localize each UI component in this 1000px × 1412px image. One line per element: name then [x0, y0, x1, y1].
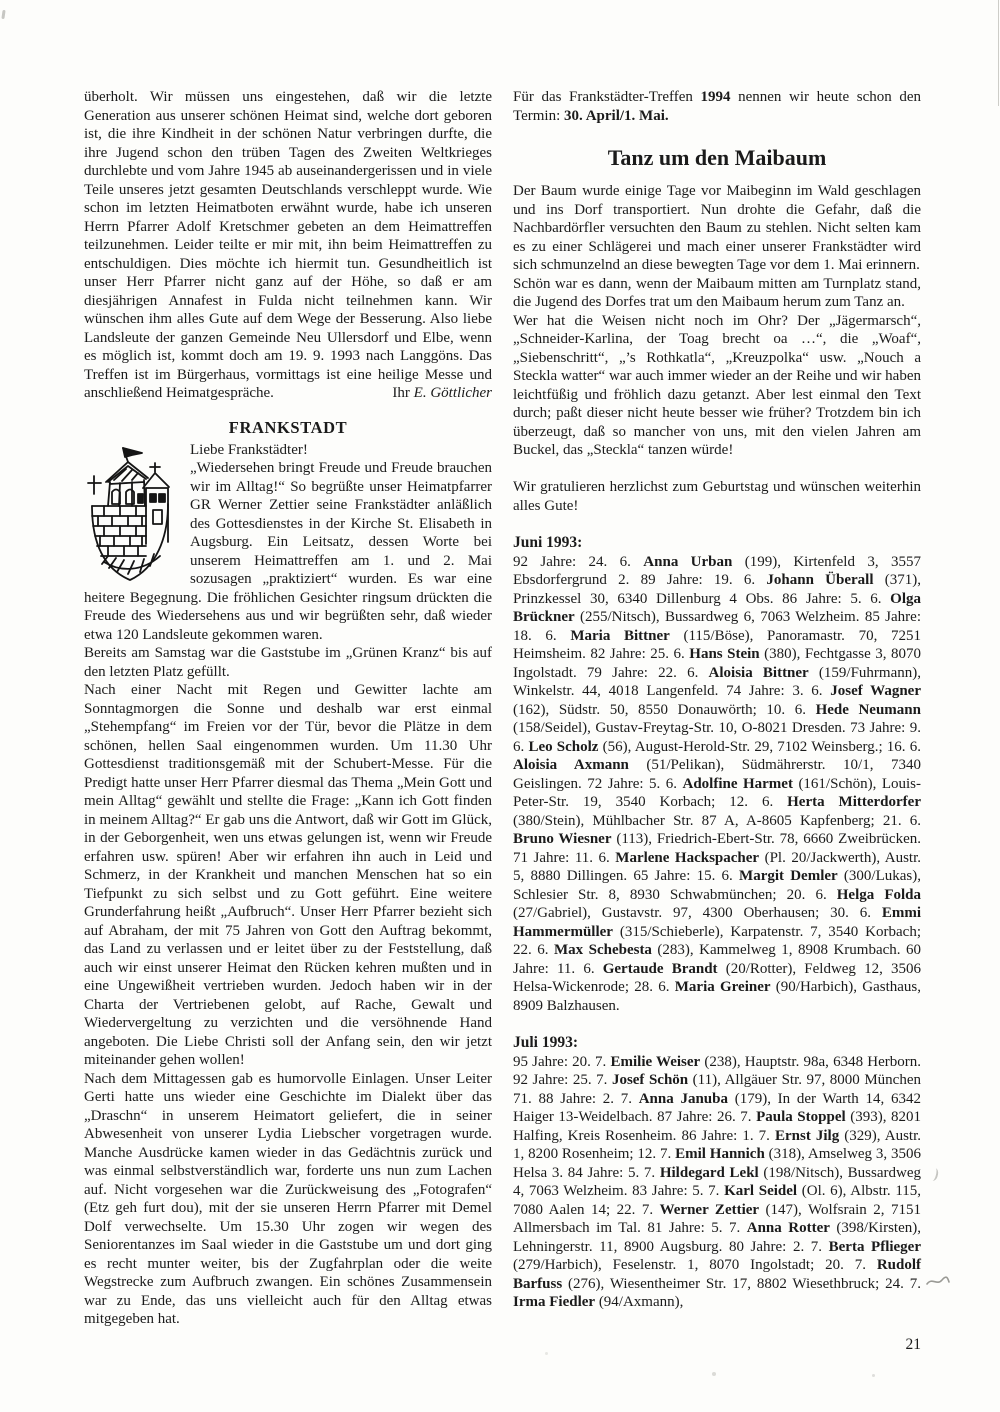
- heading-july-1993: Juli 1993:: [513, 1034, 579, 1051]
- paragraph-maibaum-1: Der Baum wurde einige Tage vor Maibeginn im Wald geschlagen und ins Dorf transportiert. Nun drohte die Gefahr, daß die Nachbardörfler versuchten den Baum zu stehlen. Nicht selten kam es zu einer Schlägerei und mach einer unserer Frankstädter wird sich schmunzelnd an diese bewegten Tage vor dem 1. Mai erinnern.: [513, 183, 921, 273]
- signature-prefix: Ihr: [392, 385, 414, 401]
- paragraph-maibaum-3: Wer hat die Weisen nicht noch im Ohr? Der „Jägermarsch“, „Schneider-Karlina, der Toag brecht oa …“, die „Woaf“, „Siebenschritt“, „’s Rothkatla“, „Kreuzpolka“ usw. „Nouch a Steckla watter“ war auch immer wieder an der Reihe und wir haben leichtfüßig und fröhlich dazu getanzt. Aber lest einmal den Text durch; paßt dieser nicht heute besser wie früher? Trotzdem bin ich überzeugt, daß so mancher von uns, mit den vielen Jahren am Buckel, das „Steckla“ tanzen würde!: [513, 312, 921, 458]
- paragraph-frankstadt-1: „Wiedersehen bringt Freude und Freude brauchen wir im Alltag!“ So begrüßte unser Heimatpfarrer GR Werner Zettier seine Frankstädter anläßlich des Gottesdienstes in der Kirche St. Elisabeth in Augsburg. Ein Leitsatz, dessen Worte bei unserem Heimattreffen am 1. und 2. Mai sozusagen „praktiziert“ wurden. Es war eine heitere Begegnung. Die fröhlichen Gesichter ringsum drückten die Freude des Wiedersehens aus und wir begrüßten sehr, daß wieder etwa 120 Landsleute gekommen waren.: [84, 460, 492, 643]
- paragraph-frankstadt-4: Nach dem Mittagessen gab es humorvolle Einlagen. Unser Leiter Gerti hatte uns wieder eine Geschichte im Dialekt über das „Draschn“ in unserem Heimatort geliefert, die in seiner Abwesenheit von unserer Lydia Liebscher vorgetragen wurde. Manche Ausdrücke kamen wieder in das Gedächtnis zurück und was einmal selbstverständlich war, forderte uns nun zum Lachen auf. Nicht vorgesehen war die Zurückweisung des „Fotografen“ (Etz geh furt dou), mit der sie unseren Herrn Pfarrer mit Demel Dolf verwechselte. Um 15.30 Uhr zogen wir wegen des Seniorentanzes im Saal wieder in die Gaststube um und dort ging es recht munter weiter, bis der Zugfahrplan oder die weite Wegstrecke zum Aufbruch zwangen. Ein schönes Zusammensein war zu Ende, das uns vielleicht auch für den Alltag etwas mitgegeben hat.: [84, 1070, 492, 1327]
- scan-edge-line: [998, 0, 999, 106]
- section-heading-maibaum: Tanz um den Maibaum: [607, 145, 827, 170]
- scan-speck-top-left: [1, 10, 5, 19]
- spacer: [513, 460, 921, 479]
- left-column: [84, 88, 492, 1329]
- frankstadt-coat-of-arms: [84, 444, 176, 584]
- scan-dot: [712, 1372, 716, 1376]
- paragraph-treffen-1994: Für das Frankstädter-Treffen 1994 nennen wir heute schon den Termin: 30. April/1. Mai.: [513, 89, 921, 124]
- section-heading-frankstadt: FRANKSTADT: [228, 417, 348, 437]
- margin-pen-squiggle: [926, 1276, 950, 1288]
- signature-name: E. Göttlicher: [413, 385, 492, 401]
- paragraph-greeting-continuation: überholt. Wir müssen uns eingestehen, daß wir die letzte Generation aus unserer schönen Heimat sind, welche dort geboren ist, die ihre Kindheit in der schönen Natur verbringen durfte, die ihre Jugend schon den trüben Tagen des Zweiten Weltkrieges durchlebte und vom Jahre 1945 ab auseinandergerissen und in viele Teile unseres jetzt gesamten Deutschlands verschleppt wurde. Wie schon im letzten Heimatboten erwähnt wurde, habe ich unseren Herrn Pfarrer Adolf Kretschmer gebeten an dem Heimattreffen teilzunehmen. Leider teilte er mir mit, ihn beim Heimattreffen zu entschuldigen. Dies möchte ich hiermit tun. Gesundheitlich ist unser Herr Pfarrer nicht ganz auf der Höhe, so daß er am diesjährigen Annafest in Fulda nicht teilnehmen kann. Wir wünschen ihm alles Gute auf dem Wege der Besserung. Also liebe Landsleute der ganzen Gemeinde Neu Ullersdorf und Elbe, wenn es möglich ist, kommt doch am 19. 9. 1993 nach Langgöns. Das Treffen ist im Bürgerhaus, vormittags ist eine heilige Messe und anschließend Heimatgespräche.: [84, 89, 492, 401]
- birthday-list-june: 92 Jahre: 24. 6. Anna Urban (199), Kirtenfeld 3, 3557 Ebsdorfergrund 2. 89 Jahre: 19. 6. Johann Überall (371), Prinzkessel 30, 6340 Dillenburg 4 Obs. 86 Jahre: 5. 6. Olga Brückner (255/Nitsch), Bussardweg 6, 7063 Welzheim. 85 Jahre: 18. 6. Maria Bittner (115/Böse), Panoramastr. 70, 7251 Heimsheim. 82 Jahre: 25. 6. Hans Stein (380), Fechtgasse 3, 8070 Ingolstadt. 79 Jahre: 22. 6. Aloisia Bittner (159/Fuhrmann), Winkelstr. 44, 4018 Langenfeld. 74 Jahre: 3. 6. Josef Wagner (162), Südstr. 50, 8550 Donauwörth; 10. 6. Hede Neumann (158/Seidel), Gustav-Freytag-Str. 10, O-8021 Dresden. 73 Jahre: 9. 6. Leo Scholz (56), August-Herold-Str. 29, 7102 Weinsberg.; 16. 6. Aloisia Axmann (51/Pelikan), Südmährerstr. 10/1, 7340 Geislingen. 72 Jahre: 5. 6. Adolfine Harmet (161/Schön), Louis-Peter-Str. 19, 3540 Korbach; 12. 6. Herta Mitterdorfer (380/Stein), Mühlbacher Str. 87 A, A-8605 Kapfenberg; 21. 6. Bruno Wiesner (113), Friedrich-Ebert-Str. 78, 6660 Zweibrücken. 71 Jahre: 11. 6. Marlene Hackspacher (Pl. 20/Jackwerth), Austr. 5, 8880 Dillingen. 65 Jahre: 15. 6. Margit Demler (300/Lukas), Schlesier Str. 8, 8930 Schwabmünchen; 20. 6. Helga Folda (27/Gabriel), Gustavstr. 97, 4300 Oberhausen; 30. 6. Emmi Hammermüller (315/Schieberle), Karpatenstr. 7, 3540 Korbach; 22. 6. Max Schebesta (283), Kammelweg 1, 8908 Krumbach. 60 Jahre: 11. 6. Gertaude Brandt (20/Rotter), Feldweg 12, 3506 Helsa-Wickenrode; 28. 6. Maria Greiner (90/Harbich), Gasthaus, 8909 Balzhausen.: [513, 553, 922, 1014]
- paragraph-congratulations: Wir gratulieren herzlichst zum Geburtstag und wünschen weiterhin alles Gute!: [513, 479, 921, 514]
- margin-mark: [929, 1167, 940, 1182]
- heading-june-1993: Juni 1993:: [513, 534, 583, 551]
- right-column: [513, 88, 921, 1312]
- paragraph-maibaum-2: Schön war es dann, wenn der Maibaum mitten am Turnplatz stand, die Jugend des Dorfes trat um den Maibaum herum zum Tanz an.: [513, 275, 921, 310]
- birthday-list-july: 95 Jahre: 20. 7. Emilie Weiser (238), Hauptstr. 98a, 6348 Herborn. 92 Jahre: 25. 7. Josef Schön (11), Allgäuer Str. 97, 8000 München 71. 88 Jahre: 2. 7. Anna Januba (179), In der Warth 14, 6342 Haiger 13-Weidelbach. 87 Jahre: 26. 7. Paula Stoppel (393), 8201 Halfing, Kreis Rosenheim. 86 Jahre: 1. 7. Ernst Jilg (329), Austr. 1, 8200 Rosenheim; 12. 7. Emil Hannich (318), Amselweg 3, 3506 Helsa 3. 84 Jahre: 5. 7. Hildegard Lekl (198/Nitsch), Bussardweg 4, 7063 Welzheim. 83 Jahre: 5. 7. Karl Seidel (Ol. 6), Albstr. 115, 7080 Aalen 14; 22. 7. Werner Zettier (147), Wolfsrain 2, 7151 Allmersbach im Tal. 81 Jahre: 5. 7. Anna Rotter (398/Kirsten), Lehningerstr. 11, 8900 Augsburg. 80 Jahre: 2. 7. Berta Pflieger (279/Harbich), Feselenstr. 1, 8070 Ingolstadt; 20. 7. Rudolf Barfuss (276), Wiesentheimer Str. 17, 8802 Wiesethbruck; 24. 7. Irma Fiedler (94/Axmann),: [513, 1053, 922, 1310]
- paragraph-frankstadt-2: Bereits am Samstag war die Gaststube im „Grünen Kranz“ bis auf den letzten Platz gefüllt.: [84, 645, 492, 680]
- paragraph-salutation: Liebe Frankstädter!: [190, 441, 308, 458]
- page-number: 21: [905, 1336, 921, 1353]
- paragraph-frankstadt-3: Nach einer Nacht mit Regen und Gewitter lachte am Sonntagmorgen die Sonne und deshalb war erst einmal „Stehempfang“ im Freien vor der Tür, bevor die Plätze in dem schönen, hellen Saal eingenommen wurden. Um 11.30 Uhr Gottesdienst traditionsgemäß mit der Schubert-Messe. Für die Predigt hatte unser Herr Pfarrer diesmal das Thema „Mein Gott und mein Alltag“ gewählt und stellte die Frage: „Kann ich Gott finden in meinem Alltag?“ Er gab uns die Antwort, daß wir Gott im Glück, in der Geborgenheit, wen uns etwas gelungen ist, wenn wir Freude erfahren usw. spüren! Aber wir erfahren ihn auch in Leid und Schmerz, in der Krankheit und manchen Menschen hat so ein Tiefpunkt zu sich selbst und zu Gott geführt. Eine weitere Grunderfahrung heißt „Aufbruch“. Unser Herr Pfarrer bezieht sich auf Abraham, der mit 75 Jahren von Gott den Auftrag bekommt, das Land zu verlassen und er leitet über zu der Feststellung, daß auch wir einst unserer Heimat den Rücken kehren mußten und in eine Ungewißheit vertrieben wurden. Jedoch haben wir in der Charta der Vertriebenen gelobt, auf Rache, Gewalt und Wiedervergeltung zu verzichten und die versöhnende Hand angeboten. Die Liebe Christi soll der Anfang sein, den wir jetzt miteinander gehen wollen!: [84, 682, 492, 1068]
- frankstadt-section: [84, 441, 492, 645]
- scan-dot: [872, 1374, 875, 1377]
